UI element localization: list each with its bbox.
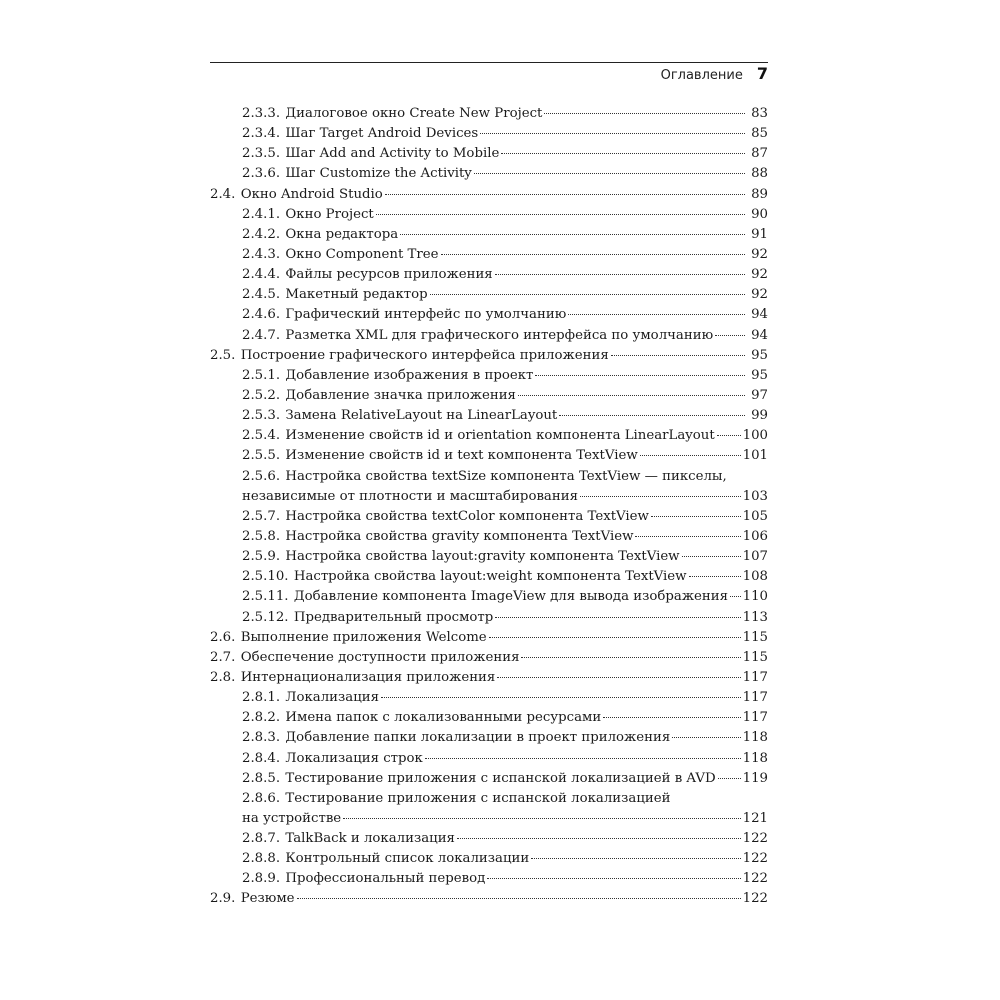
dot-leader: [603, 717, 740, 718]
toc-title: Изменение свойств id и text компонента TextView: [285, 448, 638, 464]
toc-page: 105: [742, 508, 768, 524]
toc-number: 2.8.: [210, 669, 236, 685]
dot-leader: [672, 737, 740, 738]
toc-entry: [210, 608, 768, 628]
toc-title: Настройка свойства layout:weight компонента TextView: [293, 569, 687, 585]
toc-page: 117: [742, 669, 768, 685]
dot-leader: [343, 818, 740, 819]
dot-leader: [535, 375, 744, 376]
toc-title: Настройка свойства layout:gravity компонента TextView: [285, 549, 680, 565]
toc-entry: [210, 507, 768, 527]
dot-leader: [457, 838, 741, 839]
toc-page: 95: [751, 347, 768, 363]
toc-number: 2.8.8.: [242, 851, 281, 867]
toc-number: 2.5.12.: [242, 609, 289, 625]
dot-leader: [718, 778, 741, 779]
toc-title: Настройка свойства textColor компонента TextView: [285, 508, 649, 524]
toc-page: 100: [742, 428, 768, 444]
dot-leader: [640, 455, 741, 456]
toc-title: Окно Component Tree: [285, 246, 439, 262]
toc-page: 119: [742, 770, 768, 786]
toc-title: Шаг Customize the Activity: [285, 166, 472, 182]
toc-entry-line: [242, 487, 768, 507]
toc-entry: [210, 265, 768, 285]
toc-number: 2.8.1.: [242, 690, 281, 706]
toc-number: 2.5.2.: [242, 387, 281, 403]
toc-page: 108: [742, 569, 768, 585]
dot-leader: [495, 617, 740, 618]
toc-title: Изменение свойств id и orientation компонента LinearLayout: [285, 428, 715, 444]
toc-page: 83: [751, 106, 768, 121]
toc-entry: [210, 467, 768, 507]
dot-leader: [430, 294, 745, 295]
dot-leader: [518, 395, 745, 396]
toc-entry: [210, 104, 768, 124]
toc-number: 2.5.7.: [242, 508, 281, 524]
toc-page: 115: [742, 629, 768, 645]
toc-entry: [210, 567, 768, 587]
dot-leader: [474, 173, 745, 174]
toc-page: 94: [751, 307, 768, 323]
dot-leader: [730, 596, 741, 597]
toc-page: 103: [742, 488, 768, 504]
toc-page: 113: [742, 609, 768, 625]
toc-title: Окно Android Studio: [240, 186, 383, 202]
toc-number: 2.4.7.: [242, 327, 281, 343]
toc-page: 87: [751, 146, 768, 162]
toc-entry: [210, 446, 768, 466]
dot-leader: [400, 234, 745, 235]
toc-entry: [210, 185, 768, 205]
toc-page: 101: [742, 448, 768, 464]
toc-number: 2.3.5.: [242, 146, 281, 162]
toc-entry: [210, 869, 768, 889]
toc-number: 2.4.: [210, 186, 236, 202]
toc-number: 2.5.5.: [242, 448, 281, 464]
toc-entry: [210, 547, 768, 567]
toc-entry: [210, 829, 768, 849]
toc-number: 2.3.4.: [242, 126, 281, 142]
toc-title: Тестирование приложения с испанской локализацией в AVD: [285, 770, 716, 786]
toc-number: 2.5.: [210, 347, 236, 363]
dot-leader: [489, 637, 741, 638]
toc-page: 97: [751, 387, 768, 403]
toc-title: Замена RelativeLayout на LinearLayout: [285, 408, 558, 424]
dot-leader: [559, 415, 744, 416]
toc-number: 2.4.5.: [242, 287, 281, 303]
toc-page: 92: [751, 246, 768, 262]
dot-leader: [635, 536, 740, 537]
toc-number: 2.5.10.: [242, 569, 289, 585]
dot-leader: [425, 758, 741, 759]
toc-entry: [210, 749, 768, 769]
dot-leader: [611, 355, 745, 356]
toc-entry: [210, 527, 768, 547]
toc-number: 2.3.6.: [242, 166, 281, 182]
toc-title: Тестирование приложения с испанской локализацией: [285, 790, 671, 806]
dot-leader: [441, 254, 745, 255]
toc-number: 2.8.6.: [242, 790, 281, 806]
toc-page: 110: [742, 589, 768, 605]
toc-title: Обеспечение доступности приложения: [240, 649, 520, 665]
toc-entry: [210, 245, 768, 265]
dot-leader: [495, 274, 745, 275]
toc-page: 122: [742, 851, 768, 867]
toc-number: 2.8.3.: [242, 730, 281, 746]
toc-entry: [210, 366, 768, 386]
toc-title: Шаг Target Android Devices: [285, 126, 479, 142]
toc-page: 107: [742, 549, 768, 565]
toc-entry: [210, 769, 768, 789]
toc-title: Профессиональный перевод: [285, 871, 486, 887]
toc-number: 2.8.9.: [242, 871, 281, 887]
toc-entry-line: [242, 789, 768, 809]
toc-title: Предварительный просмотр: [293, 609, 494, 625]
toc-entry: [210, 688, 768, 708]
header-rule: [210, 62, 768, 63]
toc-page: 121: [742, 810, 768, 826]
dot-leader: [717, 435, 741, 436]
toc-title: Контрольный список локализации: [285, 851, 530, 867]
toc-page: 117: [742, 690, 768, 706]
dot-leader: [521, 657, 740, 658]
toc-number: 2.9.: [210, 891, 236, 907]
toc-entry: [210, 124, 768, 144]
toc-title: Резюме: [240, 891, 295, 907]
toc-page: 117: [742, 710, 768, 726]
dot-leader: [376, 214, 745, 215]
toc-entry: [210, 668, 768, 688]
dot-leader: [580, 496, 741, 497]
toc-title: Добавление папки локализации в проект приложения: [285, 730, 671, 746]
toc-title: Диалоговое окно Create New Project: [285, 106, 543, 121]
dot-leader: [544, 113, 744, 114]
dot-leader: [480, 133, 745, 134]
dot-leader: [568, 314, 744, 315]
toc-number: 2.5.4.: [242, 428, 281, 444]
toc-entry: [210, 648, 768, 668]
toc-number: 2.5.8.: [242, 528, 281, 544]
toc-entry: [210, 728, 768, 748]
toc-title: Выполнение приложения Welcome: [240, 629, 487, 645]
toc-title: TalkBack и локализация: [285, 831, 455, 847]
toc-title: Шаг Add and Activity to Mobile: [285, 146, 500, 162]
toc-title: Локализация строк: [285, 750, 423, 766]
toc-number: 2.4.3.: [242, 246, 281, 262]
toc-page: 99: [751, 408, 768, 424]
dot-leader: [297, 898, 741, 899]
dot-leader: [689, 576, 741, 577]
toc-entry: [210, 305, 768, 325]
dot-leader: [651, 516, 741, 517]
toc-entry-line: [242, 467, 768, 487]
toc-entry: [210, 144, 768, 164]
toc-number: 2.5.11.: [242, 589, 289, 605]
dot-leader: [682, 556, 741, 557]
toc-page: 115: [742, 649, 768, 665]
toc-entry: [210, 164, 768, 184]
dot-leader: [715, 335, 745, 336]
toc-page: 106: [742, 528, 768, 544]
toc-entry: [210, 386, 768, 406]
toc-title: Окна редактора: [285, 226, 399, 242]
toc-page: 89: [751, 186, 768, 202]
toc-number: 2.4.2.: [242, 226, 281, 242]
toc-title: Разметка XML для графического интерфейса по умолчанию: [285, 327, 714, 343]
toc-page: 94: [751, 327, 768, 343]
toc-number: 2.5.6.: [242, 468, 281, 484]
toc-title: Интернационализация приложения: [240, 669, 496, 685]
toc-page: 118: [742, 750, 768, 766]
toc-title: Локализация: [285, 690, 380, 706]
toc-entry: [210, 789, 768, 829]
dot-leader: [381, 697, 741, 698]
toc-number: 2.8.4.: [242, 750, 281, 766]
toc-title: Файлы ресурсов приложения: [285, 267, 493, 283]
toc-number: 2.8.5.: [242, 770, 281, 786]
toc-title: Добавление значка приложения: [285, 387, 516, 403]
toc-entry: [210, 346, 768, 366]
toc-entry: [210, 426, 768, 446]
toc-title: Имена папок с локализованными ресурсами: [285, 710, 602, 726]
toc-number: 2.5.1.: [242, 367, 281, 383]
toc-number: 2.4.6.: [242, 307, 281, 323]
toc-entry: [210, 628, 768, 648]
running-title: Оглавление: [660, 68, 743, 83]
toc-title: Построение графического интерфейса приложения: [240, 347, 609, 363]
toc-title: Добавление изображения в проект: [285, 367, 534, 383]
toc-number: 2.6.: [210, 629, 236, 645]
toc-page: 91: [751, 226, 768, 242]
toc-entry: [210, 587, 768, 607]
toc-entry: [210, 849, 768, 869]
toc-number: 2.5.9.: [242, 549, 281, 565]
toc-number: 2.7.: [210, 649, 236, 665]
toc-title: Графический интерфейс по умолчанию: [285, 307, 567, 323]
dot-leader: [487, 878, 740, 879]
toc-page: 122: [742, 891, 768, 907]
toc-entry: [210, 406, 768, 426]
toc-number: 2.8.7.: [242, 831, 281, 847]
toc-entry: [210, 889, 768, 909]
toc-number: 2.8.2.: [242, 710, 281, 726]
toc-page: 122: [742, 831, 768, 847]
dot-leader: [531, 858, 740, 859]
dot-leader: [385, 194, 745, 195]
toc-page: 88: [751, 166, 768, 182]
toc-title: Добавление компонента ImageView для вывода изображения: [293, 589, 729, 605]
toc-number: 2.3.3.: [242, 106, 281, 121]
toc-entry: [210, 285, 768, 305]
toc-title-continuation: на устройстве: [242, 810, 342, 826]
toc-page: 95: [751, 367, 768, 383]
toc-entry: [210, 225, 768, 245]
toc-entry: [210, 326, 768, 346]
toc-page: 92: [751, 287, 768, 303]
toc-entry-line: [242, 809, 768, 829]
toc-title: Настройка свойства gravity компонента TextView: [285, 528, 634, 544]
toc-title: Настройка свойства textSize компонента TextView — пикселы,: [285, 468, 727, 484]
toc-page: 85: [751, 126, 768, 142]
toc-number: 2.4.4.: [242, 267, 281, 283]
toc-title: Макетный редактор: [285, 287, 428, 303]
toc-page: 92: [751, 267, 768, 283]
table-of-contents: [210, 104, 768, 910]
page-number: 7: [756, 64, 768, 83]
toc-title-continuation: независимые от плотности и масштабирования: [242, 488, 578, 504]
running-header: [210, 64, 768, 86]
toc-entry: [210, 708, 768, 728]
dot-leader: [501, 153, 744, 154]
toc-page: 90: [751, 206, 768, 222]
toc-page: 122: [742, 871, 768, 887]
toc-page: 118: [742, 730, 768, 746]
toc-number: 2.5.3.: [242, 408, 281, 424]
dot-leader: [497, 677, 740, 678]
toc-number: 2.4.1.: [242, 206, 281, 222]
toc-title: Окно Project: [285, 206, 374, 222]
toc-entry: [210, 205, 768, 225]
